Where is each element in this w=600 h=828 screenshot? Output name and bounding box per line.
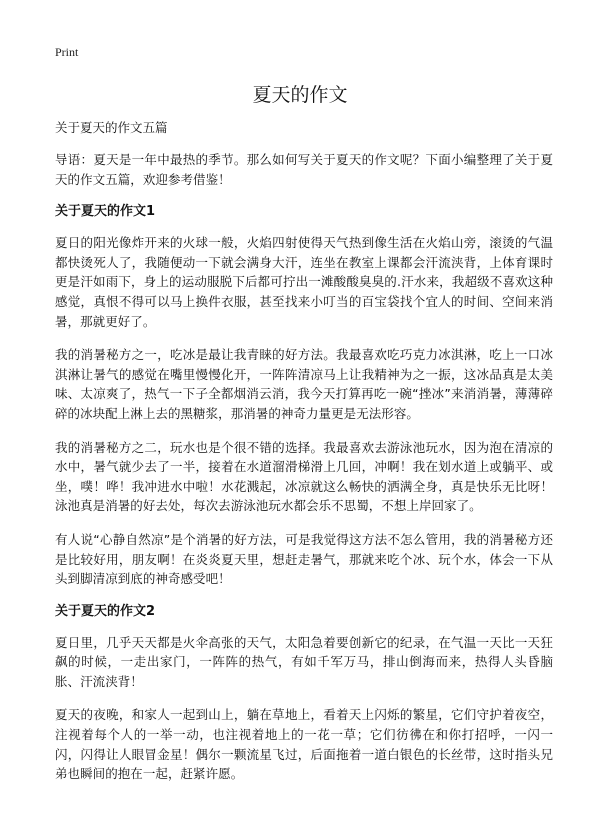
paragraph: 有人说“心静自然凉”是个消暑的好方法，可是我觉得这方法不怎么管用，我的消暑秘方还是比较好用，朋友啊！在炎炎夏天里，想赶走暑气，那就来吃个冰、玩个水，体会一下从头到脚清凉到底的神奇感受吧！ [55, 531, 553, 587]
print-link[interactable]: Print [55, 45, 79, 59]
section-heading: 关于夏天的作文2 [55, 603, 156, 619]
paragraph: 我的消暑秘方之一，吃冰是最让我青睐的好方法。我最喜欢吃巧克力冰淇淋，吃上一口冰淇淋让暑气的感觉在嘴里慢慢化开，一阵阵清凉马上让我精神为之一振，这冰品真是太美味、太凉爽了，热气一下子全都烟消云消，我今天打算再吃一碗“挫冰”来消消暑，薄薄碎碎的冰块配上淋上去的黑糖浆，那消暑的神奇力量更是无法形容。 [55, 347, 553, 421]
document-subtitle: 关于夏天的作文五篇 [55, 120, 168, 135]
paragraph: 夏日里，几乎天天都是火伞高张的天气，太阳急着要创新它的纪录，在气温一天比一天狂飙的时候，一走出家门，一阵阵的热气，有如千军万马，排山倒海而来，热得人头昏脑胀、汗流浃背！ [55, 634, 553, 689]
paragraph: 夏天的夜晚，和家人一起到山上，躺在草地上，看着天上闪烁的繁星，它们守护着夜空，注视着每个人的一举一动，也注视着地上的一花一草；它们彷彿在和你打招呼，一闪一闪，闪得让人眼冒金星！偶尔一颗流星飞过，后面拖着一道白银色的长丝带，这时指头兄弟也瞬间的抱在一起，赶紧许愿。 [55, 707, 553, 782]
page-title: 夏天的作文 [252, 84, 348, 106]
intro-paragraph: 导语：夏天是一年中最热的季节。那么如何写关于夏天的作文呢？下面小编整理了关于夏天的作文五篇，欢迎参考借鉴！ [55, 152, 553, 187]
paragraph: 夏日的阳光像炸开来的火球一般，火焰四射使得天气热到像生活在火焰山旁，滚烫的气温都快烫死人了，我随便动一下就会满身大汗，连坐在教室上课都会汗流浃背，上体育课时更是汗如雨下，身上的运动服脱下后都可拧出一滩酸酸臭臭的.汗水来，我超级不喜欢这种感觉，真恨不得可以马上换件衣服，甚至找来小叮当的百宝袋找个宜人的时间、空间来消暑，那就更好了。 [55, 235, 553, 329]
section-heading: 关于夏天的作文1 [55, 204, 156, 220]
paragraph: 我的消暑秘方之二，玩水也是个很不错的选择。我最喜欢去游泳池玩水，因为泡在清凉的水中，暑气就少去了一半，接着在水道溜滑梯滑上几回，冲啊！我在划水道上或躺平、或坐，噗！哗！我冲进水中啦！水花溅起，冰凉就这么畅快的洒满全身，真是快乐无比呀！泳池真是消暑的好去处，每次去游泳池玩水都会乐不思蜀，不想上岸回家了。 [55, 439, 553, 514]
article-body [55, 150, 553, 798]
